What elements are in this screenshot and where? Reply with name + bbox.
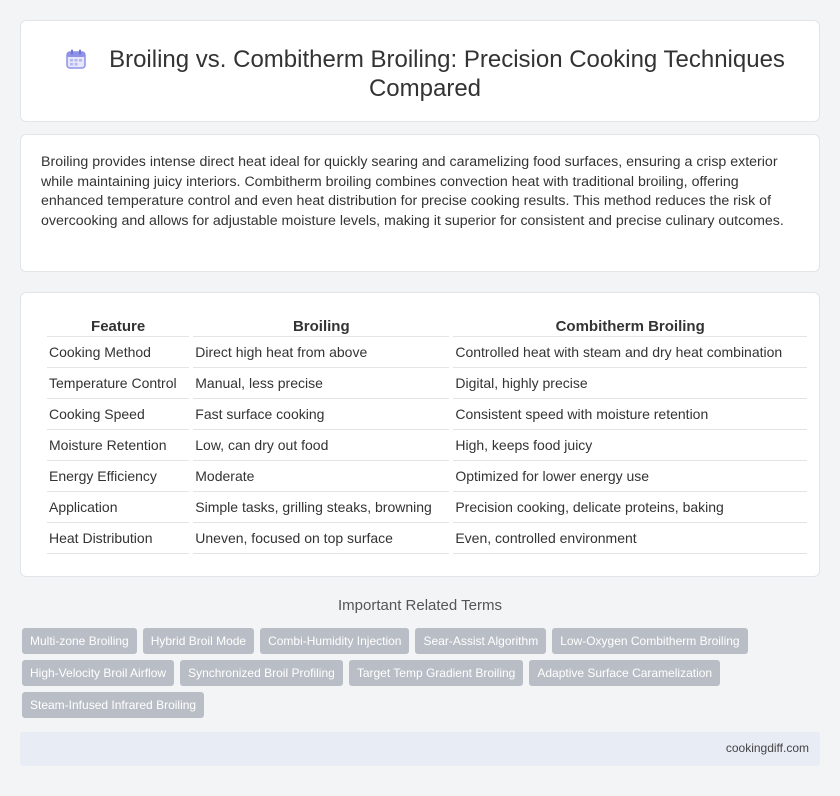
- related-term-tag[interactable]: Sear-Assist Algorithm: [415, 628, 546, 654]
- feature-cell: Moisture Retention: [47, 430, 189, 461]
- related-terms-list: [22, 628, 762, 724]
- broiling-cell: Moderate: [193, 461, 449, 492]
- intro-text: Broiling provides intense direct heat ideal for quickly searing and caramelizing food surfaces, ensuring a crisp exterior while maintaining juicy interiors. Combitherm broiling combines convection heat with traditional broiling, offering enhanced temperature control and even heat distribution for precise cooking results. This method reduces the risk of overcooking and allows for adjustable moisture levels, making it superior for consistent and precise culinary outcomes.: [41, 154, 784, 229]
- feature-cell: Application: [47, 492, 189, 523]
- page-title-wrap: [61, 45, 789, 103]
- table-header-row: [47, 313, 807, 337]
- broiling-cell: Manual, less precise: [193, 368, 449, 399]
- feature-cell: Energy Efficiency: [47, 461, 189, 492]
- feature-cell: Cooking Speed: [47, 399, 189, 430]
- header-combitherm: Combitherm Broiling: [453, 313, 807, 337]
- feature-cell: Heat Distribution: [47, 523, 189, 554]
- related-terms-title: Important Related Terms: [338, 597, 502, 614]
- calendar-icon: [65, 48, 87, 70]
- header-broiling: Broiling: [193, 313, 449, 337]
- header-feature: Feature: [47, 313, 189, 337]
- combitherm-cell: High, keeps food juicy: [453, 430, 807, 461]
- related-term-tag[interactable]: Low-Oxygen Combitherm Broiling: [552, 628, 747, 654]
- combitherm-cell: Precision cooking, delicate proteins, baking: [453, 492, 807, 523]
- intro-card: [20, 134, 820, 272]
- related-term-tag[interactable]: Hybrid Broil Mode: [143, 628, 254, 654]
- broiling-cell: Simple tasks, grilling steaks, browning: [193, 492, 449, 523]
- combitherm-cell: Even, controlled environment: [453, 523, 807, 554]
- comparison-table-card: [20, 292, 820, 577]
- related-term-tag[interactable]: Multi-zone Broiling: [22, 628, 137, 654]
- table-row: [47, 461, 807, 492]
- table-row: [47, 368, 807, 399]
- broiling-cell: Low, can dry out food: [193, 430, 449, 461]
- combitherm-cell: Controlled heat with steam and dry heat combination: [453, 337, 807, 368]
- feature-cell: Cooking Method: [47, 337, 189, 368]
- table-row: [47, 523, 807, 554]
- feature-cell: Temperature Control: [47, 368, 189, 399]
- page-title: Broiling vs. Combitherm Broiling: Precision Cooking Techniques Compared: [109, 46, 785, 102]
- title-card: [20, 20, 820, 122]
- footer-site-link[interactable]: cookingdiff.com: [725, 741, 809, 755]
- broiling-cell: Uneven, focused on top surface: [193, 523, 449, 554]
- table-row: [47, 430, 807, 461]
- table-row: [47, 399, 807, 430]
- broiling-cell: Fast surface cooking: [193, 399, 449, 430]
- related-term-tag[interactable]: Target Temp Gradient Broiling: [349, 660, 524, 686]
- footer: [20, 732, 820, 766]
- combitherm-cell: Optimized for lower energy use: [453, 461, 807, 492]
- related-term-tag[interactable]: Steam-Infused Infrared Broiling: [22, 692, 204, 718]
- related-term-tag[interactable]: Synchronized Broil Profiling: [180, 660, 343, 686]
- related-term-tag[interactable]: Combi-Humidity Injection: [260, 628, 409, 654]
- combitherm-cell: Consistent speed with moisture retention: [453, 399, 807, 430]
- table-row: [47, 337, 807, 368]
- related-term-tag[interactable]: Adaptive Surface Caramelization: [529, 660, 720, 686]
- combitherm-cell: Digital, highly precise: [453, 368, 807, 399]
- table-row: [47, 492, 807, 523]
- comparison-table: [43, 313, 811, 554]
- broiling-cell: Direct high heat from above: [193, 337, 449, 368]
- related-term-tag[interactable]: High-Velocity Broil Airflow: [22, 660, 174, 686]
